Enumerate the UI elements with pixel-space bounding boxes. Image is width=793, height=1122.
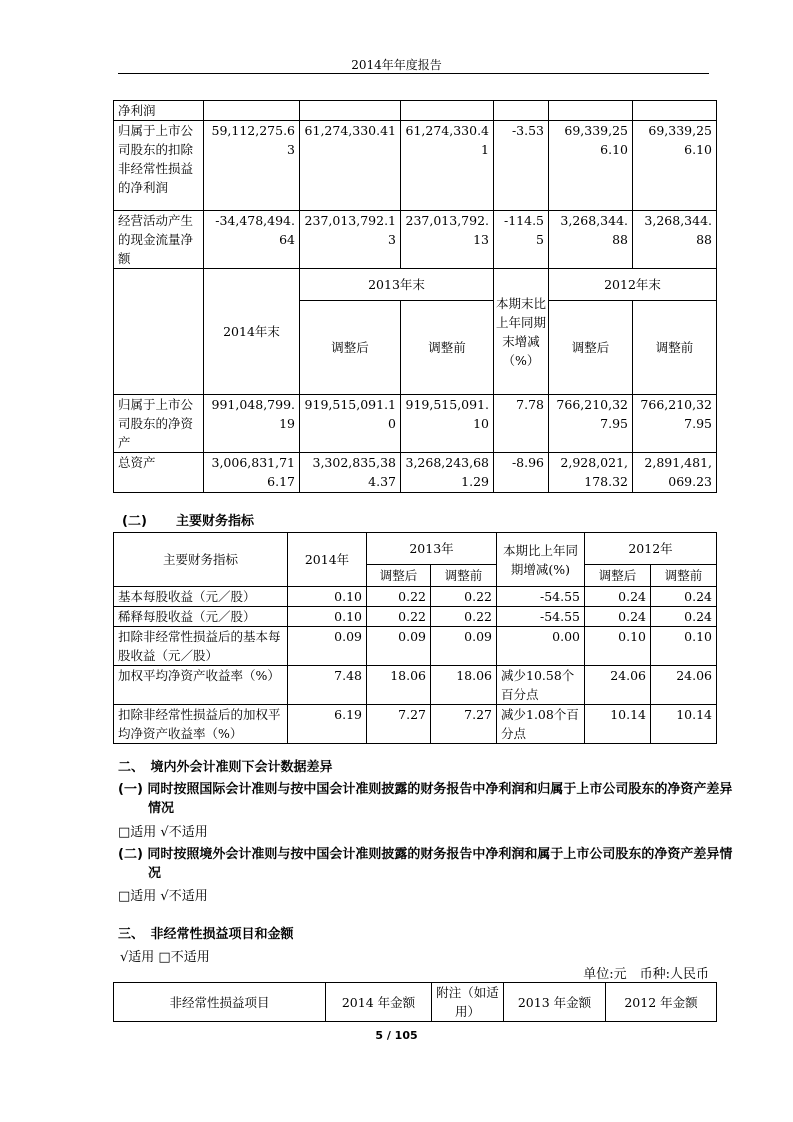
cell: 3,268,344.88 bbox=[549, 211, 633, 269]
cell: 0.09 bbox=[288, 627, 367, 666]
page-header: 2014年年度报告 bbox=[351, 58, 442, 72]
table-row bbox=[114, 587, 717, 607]
cell: -3.53 bbox=[494, 121, 549, 211]
table-row bbox=[114, 607, 717, 627]
applicability-checkbox: □适用 √不适用 bbox=[118, 889, 208, 904]
section-title: 主要财务指标 bbox=[176, 514, 255, 529]
cell: 10.14 bbox=[585, 705, 651, 744]
header-note: 附注（如适用） bbox=[432, 983, 504, 1022]
cell: 991,048,799.19 bbox=[204, 395, 300, 453]
header-2014: 2014年末 bbox=[204, 269, 300, 395]
cell: 18.06 bbox=[431, 666, 497, 705]
header-2013: 2013年末 bbox=[300, 269, 494, 301]
row-label: 归属于上市公司股东的扣除非经常性损益的净利润 bbox=[114, 121, 204, 211]
row-label: 扣除非经常性损益后的加权平均净资产收益率（%） bbox=[114, 705, 288, 744]
table-row bbox=[114, 666, 717, 705]
cell: 18.06 bbox=[367, 666, 431, 705]
table-header-row bbox=[114, 533, 717, 565]
cell: 0.09 bbox=[367, 627, 431, 666]
header-indicator: 主要财务指标 bbox=[114, 533, 288, 587]
cell: 3,302,835,384.37 bbox=[300, 453, 401, 493]
cell: -54.55 bbox=[497, 587, 585, 607]
unit-note: 单位:元 币种:人民币 bbox=[583, 967, 709, 982]
header-adj-before: 调整前 bbox=[401, 301, 494, 395]
cell: 0.10 bbox=[288, 607, 367, 627]
row-label: 稀释每股收益（元／股） bbox=[114, 607, 288, 627]
header-2014: 2014年 bbox=[288, 533, 367, 587]
row-label: 总资产 bbox=[114, 453, 204, 493]
header-change: 本期末比上年同期末增减（%） bbox=[494, 269, 549, 395]
header-2012: 2012年末 bbox=[549, 269, 717, 301]
subsection-title: (一) 同时按照国际会计准则与按中国会计准则披露的财务报告中净利润和归属于上市公司股东的净资产差异情况 bbox=[118, 782, 733, 816]
cell: 减少10.58个百分点 bbox=[497, 666, 585, 705]
cell: 59,112,275.63 bbox=[204, 121, 300, 211]
cell: 766,210,327.95 bbox=[633, 395, 717, 453]
header-item: 非经常性损益项目 bbox=[114, 983, 326, 1022]
table-row bbox=[114, 121, 717, 211]
cell: 3,268,243,681.29 bbox=[401, 453, 494, 493]
cell: 0.22 bbox=[431, 607, 497, 627]
header-2012: 2012 年金额 bbox=[606, 983, 717, 1022]
cell: 0.00 bbox=[497, 627, 585, 666]
cell: 919,515,091.10 bbox=[401, 395, 494, 453]
table-row bbox=[114, 627, 717, 666]
cell: -8.96 bbox=[494, 453, 549, 493]
row-label: 加权平均净资产收益率（%） bbox=[114, 666, 288, 705]
table-header-row bbox=[114, 983, 717, 1022]
applicability-checkbox: □适用 √不适用 bbox=[118, 825, 208, 840]
cell: 7.27 bbox=[367, 705, 431, 744]
table-header-row bbox=[114, 269, 717, 301]
cell: 0.22 bbox=[431, 587, 497, 607]
header-divider bbox=[118, 73, 709, 74]
cell: 7.27 bbox=[431, 705, 497, 744]
cell: 69,339,256.10 bbox=[633, 121, 717, 211]
header-adj-after: 调整后 bbox=[367, 565, 431, 587]
cell: 2,928,021,178.32 bbox=[549, 453, 633, 493]
header-adj-before: 调整前 bbox=[633, 301, 717, 395]
cell: 0.22 bbox=[367, 587, 431, 607]
cell: 10.14 bbox=[651, 705, 717, 744]
cell: 919,515,091.10 bbox=[300, 395, 401, 453]
header-2012: 2012年 bbox=[585, 533, 717, 565]
cell: 7.78 bbox=[494, 395, 549, 453]
cell: 69,339,256.10 bbox=[549, 121, 633, 211]
row-label: 经营活动产生的现金流量净额 bbox=[114, 211, 204, 269]
table-row bbox=[114, 395, 717, 453]
header-change: 本期比上年同期增减(%) bbox=[497, 533, 585, 587]
cell: -34,478,494.64 bbox=[204, 211, 300, 269]
header-adj-before: 调整前 bbox=[651, 565, 717, 587]
cell: 2,891,481,069.23 bbox=[633, 453, 717, 493]
cell: 24.06 bbox=[585, 666, 651, 705]
cell: 3,268,344.88 bbox=[633, 211, 717, 269]
cell: 0.24 bbox=[651, 607, 717, 627]
applicability-checkbox: √适用 □不适用 bbox=[120, 950, 210, 965]
section-title: 三、 非经常性损益项目和金额 bbox=[118, 927, 294, 942]
cell: 3,006,831,716.17 bbox=[204, 453, 300, 493]
header-adj-after: 调整后 bbox=[585, 565, 651, 587]
cell: 0.10 bbox=[651, 627, 717, 666]
cell: 237,013,792.13 bbox=[300, 211, 401, 269]
header-2013: 2013 年金额 bbox=[504, 983, 606, 1022]
key-indicators-table bbox=[113, 532, 717, 744]
cell: 61,274,330.41 bbox=[300, 121, 401, 211]
cell: 0.22 bbox=[367, 607, 431, 627]
table-row bbox=[114, 453, 717, 493]
non-recurring-items-table bbox=[113, 982, 717, 1022]
cell: 0.10 bbox=[288, 587, 367, 607]
cell: 0.24 bbox=[651, 587, 717, 607]
table-row bbox=[114, 101, 717, 121]
header-adj-after: 调整后 bbox=[549, 301, 633, 395]
subsection-title: (二) 同时按照境外会计准则与按中国会计准则披露的财务报告中净利润和属于上市公司股东的净资产差异情况 bbox=[118, 847, 733, 881]
cell: 0.24 bbox=[585, 587, 651, 607]
row-label: 扣除非经常性损益后的基本每股收益（元／股） bbox=[114, 627, 288, 666]
section-number: (二) bbox=[122, 514, 147, 529]
header-2013: 2013年 bbox=[367, 533, 497, 565]
cell: 6.19 bbox=[288, 705, 367, 744]
page-number: 5 / 105 bbox=[375, 1029, 418, 1042]
cell: 0.24 bbox=[585, 607, 651, 627]
section-title: 二、 境内外会计准则下会计数据差异 bbox=[118, 760, 333, 775]
table-row bbox=[114, 705, 717, 744]
cell: 7.48 bbox=[288, 666, 367, 705]
financial-data-table bbox=[113, 100, 717, 493]
cell: 0.09 bbox=[431, 627, 497, 666]
row-label: 净利润 bbox=[114, 101, 204, 121]
cell: 24.06 bbox=[651, 666, 717, 705]
row-label: 基本每股收益（元／股） bbox=[114, 587, 288, 607]
row-label: 归属于上市公司股东的净资产 bbox=[114, 395, 204, 453]
cell: 766,210,327.95 bbox=[549, 395, 633, 453]
cell: -54.55 bbox=[497, 607, 585, 627]
header-adj-after: 调整后 bbox=[300, 301, 401, 395]
cell: -114.55 bbox=[494, 211, 549, 269]
table-row bbox=[114, 211, 717, 269]
cell: 61,274,330.41 bbox=[401, 121, 494, 211]
header-adj-before: 调整前 bbox=[431, 565, 497, 587]
header-2014: 2014 年金额 bbox=[326, 983, 432, 1022]
cell: 237,013,792.13 bbox=[401, 211, 494, 269]
cell: 0.10 bbox=[585, 627, 651, 666]
cell: 减少1.08个百分点 bbox=[497, 705, 585, 744]
